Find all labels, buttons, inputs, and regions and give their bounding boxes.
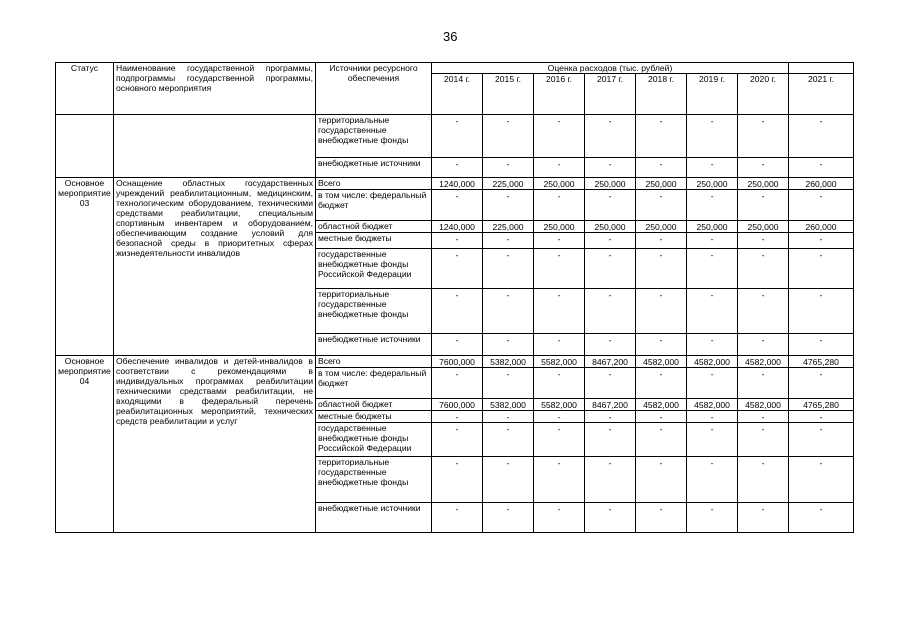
value-cell: - bbox=[483, 334, 534, 356]
table-row bbox=[56, 115, 854, 158]
value-cell: - bbox=[432, 411, 483, 423]
value-cell: - bbox=[534, 158, 585, 178]
value-cell: - bbox=[789, 233, 854, 249]
value-cell: - bbox=[585, 233, 636, 249]
value-cell: - bbox=[534, 115, 585, 158]
source-cell: внебюджетные источники bbox=[316, 158, 432, 178]
value-cell: - bbox=[636, 190, 687, 221]
source-cell: территориальные государственные внебюджетные фонды bbox=[316, 457, 432, 503]
value-cell: - bbox=[534, 368, 585, 399]
value-cell: - bbox=[432, 249, 483, 289]
value-cell: 250,000 bbox=[534, 178, 585, 190]
source-cell: в том числе: федеральный бюджет bbox=[316, 368, 432, 399]
value-cell: - bbox=[687, 411, 738, 423]
value-cell: - bbox=[585, 423, 636, 457]
value-cell: - bbox=[636, 411, 687, 423]
value-cell: 5382,000 bbox=[483, 399, 534, 411]
value-cell: - bbox=[636, 334, 687, 356]
name-cell-empty bbox=[114, 115, 316, 178]
value-cell: 4765,280 bbox=[789, 356, 854, 368]
value-cell: - bbox=[483, 233, 534, 249]
value-cell: 5382,000 bbox=[483, 356, 534, 368]
value-cell: - bbox=[738, 411, 789, 423]
value-cell: - bbox=[687, 115, 738, 158]
value-cell: - bbox=[585, 334, 636, 356]
value-cell: - bbox=[636, 289, 687, 334]
source-cell: Всего bbox=[316, 356, 432, 368]
value-cell: - bbox=[483, 457, 534, 503]
value-cell: - bbox=[432, 233, 483, 249]
value-cell: 260,000 bbox=[789, 221, 854, 233]
value-cell: - bbox=[789, 334, 854, 356]
value-cell: - bbox=[789, 411, 854, 423]
table-header bbox=[56, 63, 854, 115]
value-cell: 250,000 bbox=[687, 221, 738, 233]
value-cell: - bbox=[738, 233, 789, 249]
value-cell: - bbox=[534, 289, 585, 334]
value-cell: - bbox=[483, 158, 534, 178]
value-cell: - bbox=[534, 457, 585, 503]
value-cell: - bbox=[585, 411, 636, 423]
value-cell: - bbox=[483, 503, 534, 533]
value-cell: 4582,000 bbox=[738, 356, 789, 368]
value-cell: - bbox=[789, 368, 854, 399]
value-cell: - bbox=[738, 190, 789, 221]
value-cell: - bbox=[738, 158, 789, 178]
status-cell: Основное мероприятие 03 bbox=[56, 178, 114, 356]
page-number: 36 bbox=[443, 29, 458, 44]
value-cell: - bbox=[432, 368, 483, 399]
value-cell: 8467,200 bbox=[585, 399, 636, 411]
value-cell: 250,000 bbox=[636, 178, 687, 190]
value-cell: - bbox=[687, 233, 738, 249]
value-cell: - bbox=[738, 423, 789, 457]
value-cell: 250,000 bbox=[534, 221, 585, 233]
header-year: 2020 г. bbox=[738, 74, 789, 115]
value-cell: - bbox=[687, 457, 738, 503]
value-cell: 250,000 bbox=[585, 221, 636, 233]
value-cell: - bbox=[432, 334, 483, 356]
value-cell: 7600,000 bbox=[432, 356, 483, 368]
source-cell: территориальные государственные внебюджетные фонды bbox=[316, 115, 432, 158]
value-cell: - bbox=[789, 289, 854, 334]
value-cell: - bbox=[636, 249, 687, 289]
value-cell: - bbox=[483, 423, 534, 457]
value-cell: - bbox=[738, 249, 789, 289]
value-cell: - bbox=[585, 115, 636, 158]
value-cell: - bbox=[483, 190, 534, 221]
value-cell: - bbox=[534, 423, 585, 457]
value-cell: - bbox=[534, 334, 585, 356]
value-cell: 8467,200 bbox=[585, 356, 636, 368]
value-cell: - bbox=[789, 423, 854, 457]
value-cell: - bbox=[687, 158, 738, 178]
value-cell: - bbox=[432, 423, 483, 457]
value-cell: - bbox=[636, 457, 687, 503]
value-cell: - bbox=[585, 368, 636, 399]
value-cell: - bbox=[585, 158, 636, 178]
value-cell: - bbox=[687, 190, 738, 221]
value-cell: - bbox=[687, 368, 738, 399]
value-cell: 4582,000 bbox=[738, 399, 789, 411]
value-cell: - bbox=[738, 457, 789, 503]
value-cell: - bbox=[534, 190, 585, 221]
table-row bbox=[56, 356, 854, 368]
value-cell: - bbox=[636, 368, 687, 399]
value-cell: - bbox=[738, 334, 789, 356]
header-year: 2016 г. bbox=[534, 74, 585, 115]
value-cell: 4582,000 bbox=[636, 399, 687, 411]
source-cell: областной бюджет bbox=[316, 399, 432, 411]
value-cell: 250,000 bbox=[585, 178, 636, 190]
value-cell: 5582,000 bbox=[534, 399, 585, 411]
header-name: Наименование государственной программы, подпрограммы государственной программы, основного мероприятия bbox=[114, 63, 316, 115]
value-cell: 4765,280 bbox=[789, 399, 854, 411]
value-cell: 7600,000 bbox=[432, 399, 483, 411]
value-cell: - bbox=[789, 503, 854, 533]
value-cell: - bbox=[534, 411, 585, 423]
value-cell: 1240,000 bbox=[432, 221, 483, 233]
value-cell: 225,000 bbox=[483, 178, 534, 190]
header-year: 2015 г. bbox=[483, 74, 534, 115]
value-cell: - bbox=[483, 289, 534, 334]
source-cell: внебюджетные источники bbox=[316, 503, 432, 533]
value-cell: 250,000 bbox=[687, 178, 738, 190]
header-expenses-extra-cell bbox=[789, 63, 854, 74]
value-cell: 260,000 bbox=[789, 178, 854, 190]
source-cell: территориальные государственные внебюджетные фонды bbox=[316, 289, 432, 334]
source-cell: местные бюджеты bbox=[316, 411, 432, 423]
value-cell: - bbox=[585, 457, 636, 503]
value-cell: - bbox=[432, 289, 483, 334]
status-cell: Основное мероприятие 04 bbox=[56, 356, 114, 533]
table-row bbox=[56, 178, 854, 190]
value-cell: - bbox=[483, 368, 534, 399]
header-expenses: Оценка расходов (тыс. рублей) bbox=[432, 63, 789, 74]
value-cell: - bbox=[483, 411, 534, 423]
source-cell: областной бюджет bbox=[316, 221, 432, 233]
value-cell: 4582,000 bbox=[636, 356, 687, 368]
value-cell: - bbox=[687, 249, 738, 289]
source-cell: внебюджетные источники bbox=[316, 334, 432, 356]
header-status: Статус bbox=[56, 63, 114, 115]
value-cell: - bbox=[738, 503, 789, 533]
value-cell: - bbox=[789, 457, 854, 503]
value-cell: - bbox=[432, 115, 483, 158]
source-cell: государственные внебюджетные фонды Российской Федерации bbox=[316, 423, 432, 457]
value-cell: - bbox=[534, 233, 585, 249]
value-cell: - bbox=[738, 368, 789, 399]
value-cell: - bbox=[789, 249, 854, 289]
value-cell: - bbox=[687, 334, 738, 356]
value-cell: 225,000 bbox=[483, 221, 534, 233]
value-cell: - bbox=[738, 115, 789, 158]
value-cell: 4582,000 bbox=[687, 399, 738, 411]
source-cell: местные бюджеты bbox=[316, 233, 432, 249]
value-cell: - bbox=[636, 233, 687, 249]
status-cell-empty bbox=[56, 115, 114, 178]
value-cell: - bbox=[432, 503, 483, 533]
value-cell: - bbox=[534, 503, 585, 533]
name-cell: Обеспечение инвалидов и детей-инвалидов в соответствии с рекомендациями в индивидуальных программах реабилитации техническими средствами реабилитации, не входящими в федеральный перечень реабилитационных мероприятий, технических средств реабилитации и услуг bbox=[114, 356, 316, 533]
value-cell: - bbox=[636, 423, 687, 457]
value-cell: - bbox=[432, 190, 483, 221]
value-cell: - bbox=[687, 289, 738, 334]
value-cell: - bbox=[585, 289, 636, 334]
value-cell: - bbox=[585, 503, 636, 533]
value-cell: - bbox=[432, 457, 483, 503]
value-cell: 250,000 bbox=[738, 178, 789, 190]
value-cell: - bbox=[636, 115, 687, 158]
source-cell: государственные внебюджетные фонды Российской Федерации bbox=[316, 249, 432, 289]
value-cell: - bbox=[738, 289, 789, 334]
header-year: 2021 г. bbox=[789, 74, 854, 115]
value-cell: 250,000 bbox=[636, 221, 687, 233]
value-cell: - bbox=[585, 249, 636, 289]
value-cell: - bbox=[483, 249, 534, 289]
header-year: 2014 г. bbox=[432, 74, 483, 115]
value-cell: - bbox=[585, 190, 636, 221]
header-sources: Источники ресурсного обеспечения bbox=[316, 63, 432, 115]
header-year: 2018 г. bbox=[636, 74, 687, 115]
header-year: 2017 г. bbox=[585, 74, 636, 115]
header-year: 2019 г. bbox=[687, 74, 738, 115]
value-cell: - bbox=[534, 249, 585, 289]
value-cell: - bbox=[687, 503, 738, 533]
value-cell: - bbox=[687, 423, 738, 457]
value-cell: 4582,000 bbox=[687, 356, 738, 368]
value-cell: 1240,000 bbox=[432, 178, 483, 190]
source-cell: Всего bbox=[316, 178, 432, 190]
value-cell: - bbox=[483, 115, 534, 158]
value-cell: - bbox=[789, 115, 854, 158]
value-cell: 5582,000 bbox=[534, 356, 585, 368]
value-cell: - bbox=[636, 158, 687, 178]
value-cell: 250,000 bbox=[738, 221, 789, 233]
value-cell: - bbox=[432, 158, 483, 178]
value-cell: - bbox=[636, 503, 687, 533]
name-cell: Оснащение областных государственных учреждений реабилитационным, медицинским, технологическим оборудованием, техническими средствами реабилитации, специальным спортивным инвентарем и оборудованием, обеспечивающим создание условий для безопасной среды в приоритетных сферах жизнедеятельности инвалидов bbox=[114, 178, 316, 356]
value-cell: - bbox=[789, 190, 854, 221]
value-cell: - bbox=[789, 158, 854, 178]
source-cell: в том числе: федеральный бюджет bbox=[316, 190, 432, 221]
expenses-table bbox=[55, 62, 854, 533]
